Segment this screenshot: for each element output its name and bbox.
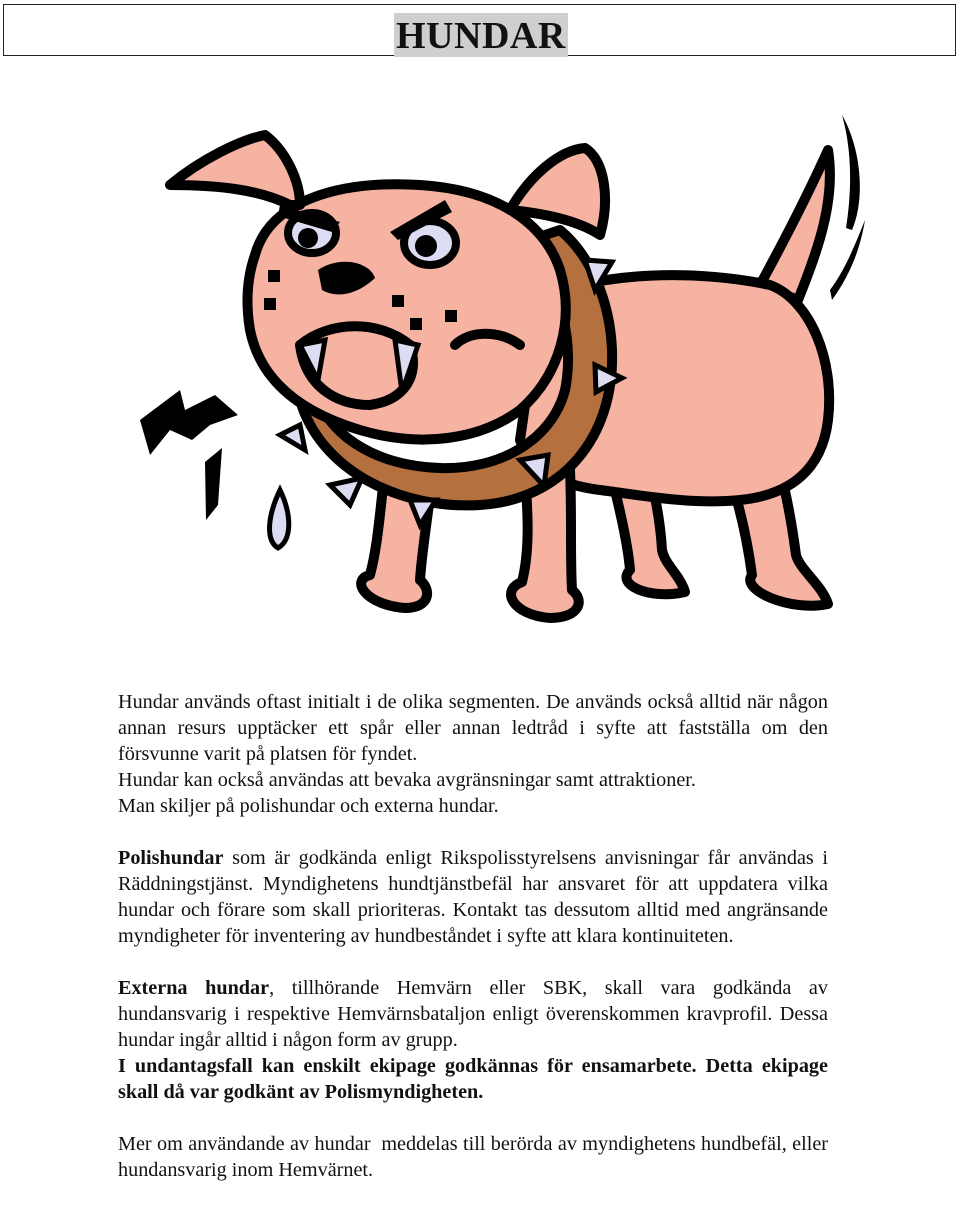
- intro-line-1: Hundar används oftast initialt i de olika segmenten. De används också alltid när någon annan resurs upptäcker ett spår eller annan ledtråd i syfte att fastställa om den försvunne varit på platsen för fyndet.: [118, 691, 828, 765]
- page-title: HUNDAR: [396, 15, 566, 57]
- police-dogs-lead: Polishundar: [118, 847, 224, 869]
- police-dogs-paragraph: [118, 845, 828, 949]
- document-body: [118, 689, 834, 1183]
- intro-paragraph: [118, 689, 828, 819]
- external-dogs-paragraph: [118, 975, 828, 1105]
- exception-note: I undantagsfall kan enskilt ekipage godkännas för ensamarbete. Detta ekipage skall då var godkänt av Polismyndigheten.: [118, 1055, 828, 1103]
- police-dogs-text: som är godkända enligt Rikspolisstyrelsens anvisningar får användas i Räddningstjänst. Myndighetens hundtjänstbefäl har ansvaret för att uppdatera vilka hundar och förare som skall prioriteras. Kontakt tas dessutom alltid med angränsande myndigheter för inventering av hundbeståndet i syfte att klara kontinuiteten.: [118, 847, 828, 947]
- external-dogs-lead: Externa hundar: [118, 977, 270, 999]
- intro-line-2: Hundar kan också användas att bevaka avgränsningar samt attraktioner.: [118, 769, 696, 791]
- external-dogs-text: , tillhörande Hemvärn eller SBK, skall vara godkända av hundansvarig i respektive Hemvärnsbataljon enligt överenskommen kravprofil. Dessa hundar ingår alltid i någon form av grupp.: [118, 977, 828, 1051]
- bulldog-illustration: [0, 80, 960, 660]
- closing-paragraph: Mer om användande av hundar meddelas till berörda av myndighetens hundbefäl, eller hundansvarig inom Hemvärnet.: [118, 1133, 834, 1181]
- intro-line-3: Man skiljer på polishundar och externa hundar.: [118, 795, 499, 817]
- title-frame: [3, 4, 956, 56]
